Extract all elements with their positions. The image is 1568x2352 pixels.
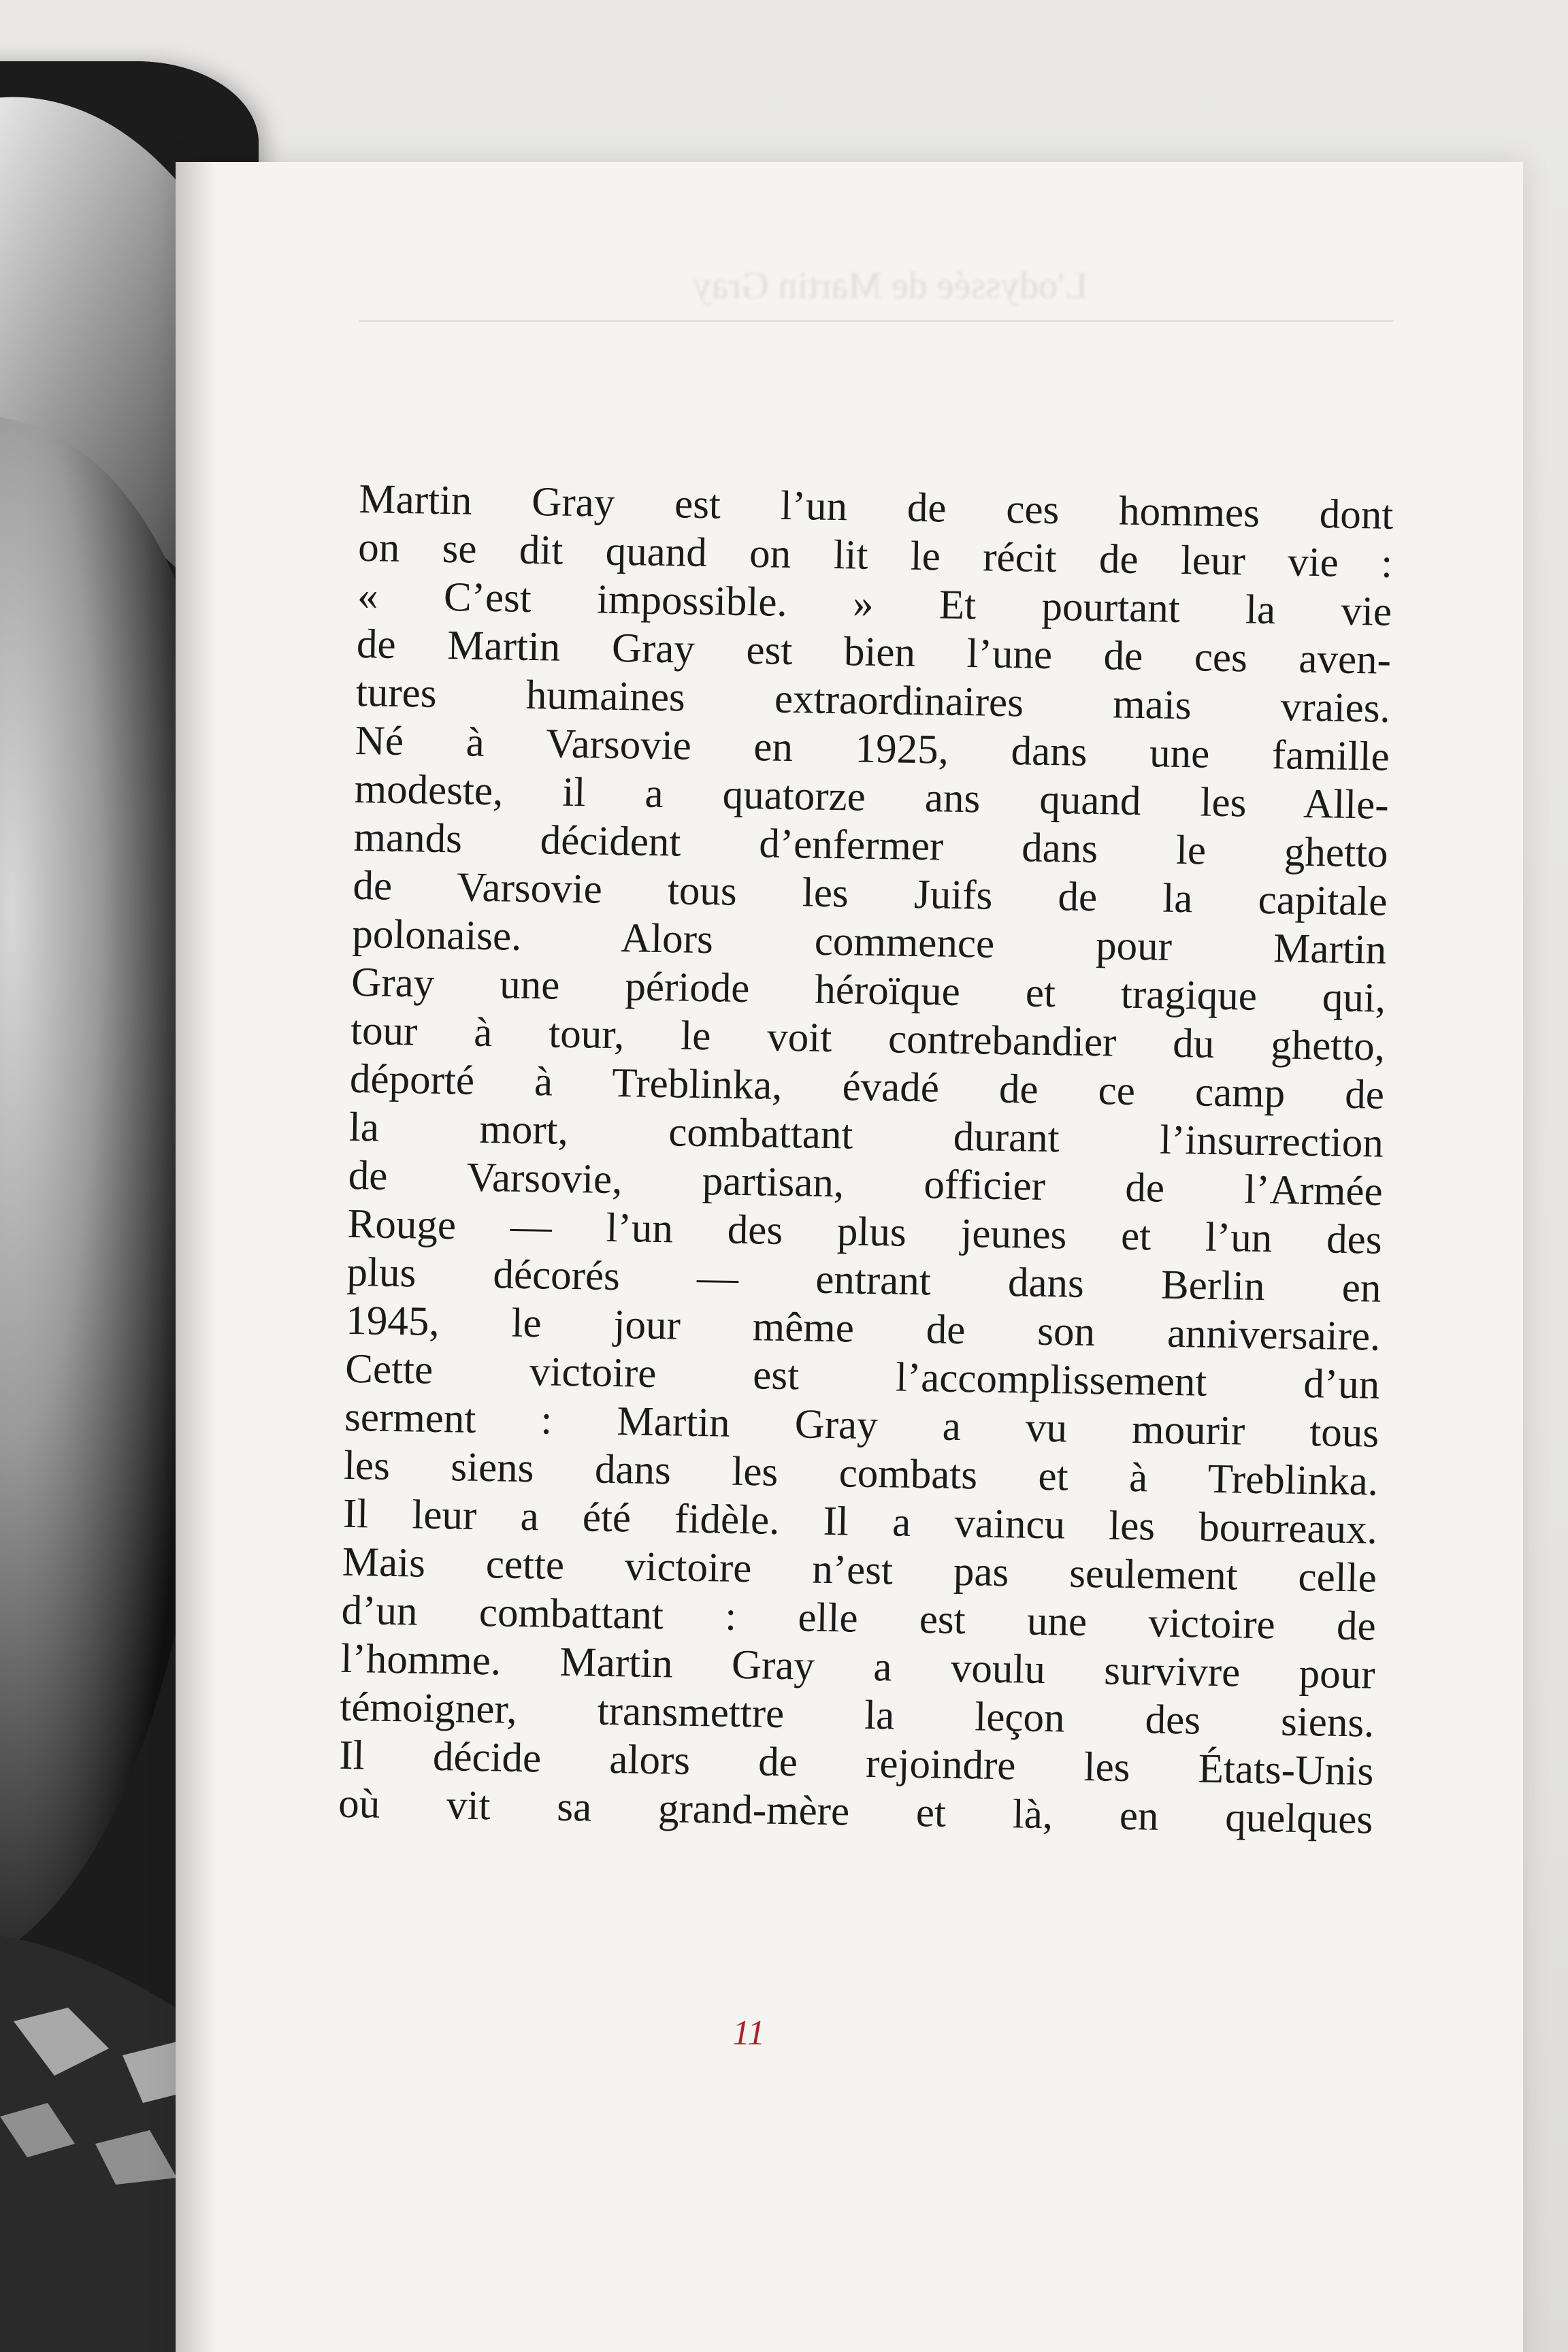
text-line: Gray une période héroïque et tragique qui, (350, 959, 1386, 1022)
text-line: où vit sa grand-mère et là, en quelques (338, 1780, 1373, 1843)
text-line: tour à tour, le voit contrebandier du ghetto, (350, 1007, 1386, 1070)
text-line: « C’est impossible. » Et pourtant la vie (357, 572, 1392, 635)
page-gutter-shadow (176, 162, 216, 2352)
text-line: Martin Gray est l’un de ces hommes dont (358, 476, 1394, 538)
text-line: mands décident d’enfermer dans le ghetto (353, 814, 1388, 877)
text-line: témoigner, transmettre la leçon des siens. (340, 1684, 1375, 1746)
running-head-bleedthrough: L'odyssée de Martin Gray (692, 265, 1088, 307)
text-line: les siens dans les combats et à Treblinka. (343, 1442, 1379, 1505)
text-line: de Varsovie, partisan, officier de l’Armée (348, 1152, 1384, 1215)
text-line: plus décorés — entrant dans Berlin en (346, 1249, 1382, 1311)
book-page (176, 162, 1523, 2352)
running-head-rule (359, 320, 1394, 322)
text-line: la mort, combattant durant l’insurrection (348, 1104, 1384, 1166)
text-line: tures humaines extraordinaires mais vraies. (355, 669, 1391, 732)
page-number: 11 (732, 2014, 766, 2053)
text-line: l’homme. Martin Gray a voulu survivre pour (340, 1635, 1376, 1698)
text-line: Mais cette victoire n’est pas seulement celle (342, 1539, 1377, 1601)
text-line: modeste, il a quatorze ans quand les Alle- (354, 766, 1390, 828)
body-text (338, 475, 1394, 1844)
text-line: Cette victoire est l’accomplissement d’un (344, 1345, 1380, 1408)
text-line: serment : Martin Gray a vu mourir tous (344, 1394, 1379, 1456)
text-line: déporté à Treblinka, évadé de ce camp de (349, 1056, 1385, 1118)
text-line: d’un combattant : elle est une victoire de (341, 1587, 1377, 1650)
text-line: 1945, le jour même de son anniversaire. (345, 1297, 1381, 1360)
text-line: on se dit quand on lit le récit de leur vie : (357, 524, 1393, 587)
text-line: de Varsovie tous les Juifs de la capitale (352, 862, 1388, 925)
text-line: Il décide alors de rejoindre les États-Unis (338, 1732, 1374, 1795)
text-line: Né à Varsovie en 1925, dans une famille (355, 717, 1390, 780)
text-line: Rouge — l’un des plus jeunes et l’un des (347, 1200, 1383, 1263)
text-line: polonaise. Alors commence pour Martin (351, 911, 1387, 973)
text-line: de Martin Gray est bien l’une de ces aven- (356, 621, 1392, 683)
text-line: Il leur a été fidèle. Il a vaincu les bourreaux. (342, 1490, 1378, 1553)
